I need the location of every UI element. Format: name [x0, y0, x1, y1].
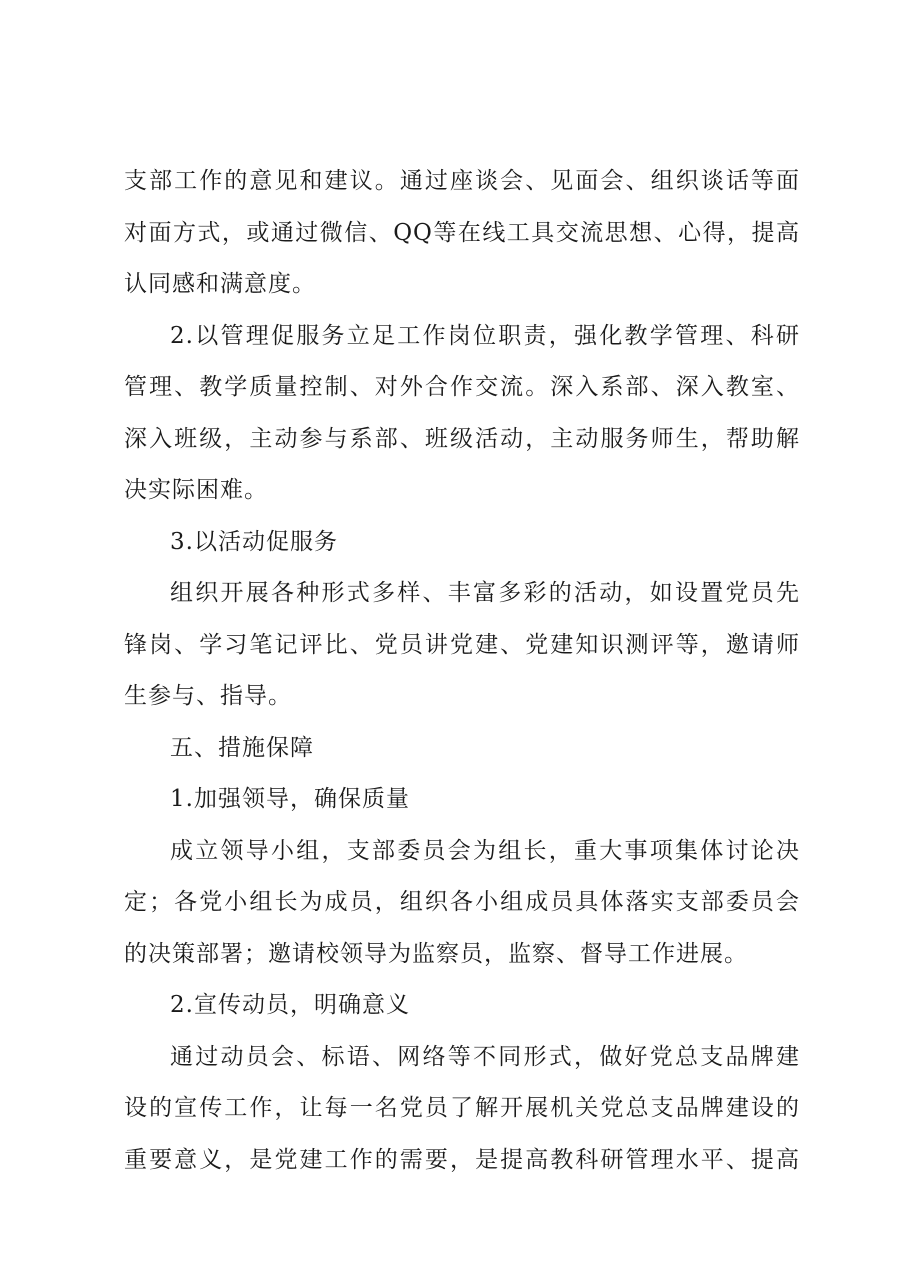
paragraph-line: 管理、教学质量控制、对外合作交流。深入系部、深入教室、 — [124, 374, 800, 400]
paragraph-line: 定；各党小组长为成员，组织各小组成员具体落实支部委员会 — [124, 889, 800, 915]
paragraph-line: 成立领导小组，支部委员会为组长，重大事项集体讨论决 — [170, 837, 800, 864]
paragraph-line: 锋岗、学习笔记评比、党员讲党建、党建知识测评等，邀请师 — [124, 631, 800, 658]
section-subheading: 1.加强领导，确保质量 — [170, 786, 410, 812]
paragraph-line: 重要意义，是党建工作的需要，是提高教科研管理水平、提高 — [124, 1146, 800, 1173]
paragraph-line: 支部工作的意见和建议。通过座谈会、见面会、组织谈话等面 — [124, 168, 800, 194]
paragraph-line: 对面方式，或通过微信、QQ等在线工具交流思想、心得，提高 — [124, 219, 800, 246]
section-heading: 五、措施保障 — [170, 734, 314, 761]
paragraph-line: 认同感和满意度。 — [124, 271, 316, 297]
paragraph-line: 通过动员会、标语、网络等不同形式，做好党总支品牌建 — [170, 1043, 800, 1070]
paragraph-line: 决实际困难。 — [124, 477, 268, 503]
paragraph-line: 生参与、指导。 — [124, 683, 292, 709]
paragraph-line: 设的宣传工作，让每一名党员了解开展机关党总支品牌建设的 — [124, 1095, 800, 1121]
document-body — [124, 156, 800, 1186]
paragraph-line: 组织开展各种形式多样、丰富多彩的活动，如设置党员先 — [170, 580, 800, 606]
section-subheading: 2.宣传动员，明确意义 — [170, 992, 410, 1018]
paragraph-line: 深入班级，主动参与系部、班级活动，主动服务师生，帮助解 — [124, 425, 800, 452]
paragraph-line: 2.以管理促服务立足工作岗位职责，强化教学管理、科研 — [170, 322, 800, 349]
section-subheading: 3.以活动促服务 — [170, 528, 338, 555]
paragraph-line: 的决策部署；邀请校领导为监察员，监察、督导工作进展。 — [124, 940, 748, 967]
